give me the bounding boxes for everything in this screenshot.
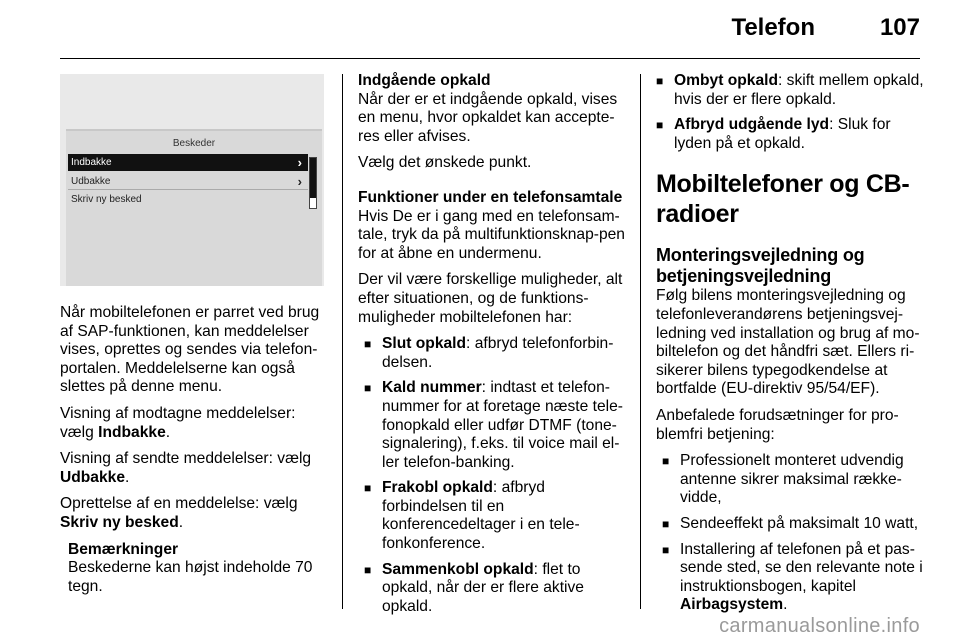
bullet-icon: ■ <box>364 562 372 577</box>
page-number: 107 <box>879 14 920 41</box>
display-panel <box>66 129 322 286</box>
paragraph: Følg bilens monteringsvejledning og telefonleverandørens betjeningsvej-ledning ved installation og brug af mo-biltelefon og det håndfri sæt. Ellers ri-sikerer bilens typegodkendelse at bortfalde (EU-direktiv 95/54/EF). <box>656 287 920 398</box>
section-heading: Indgående opkald <box>358 72 491 89</box>
list-item: ■ Installering af telefonen på et pas-sende sted, se den relevante note i instruktionsbogen, kapitel Airbagsystem. <box>662 540 923 614</box>
list-item: ■ Frakobl opkald: afbryd forbindelsen til en konferencedeltager i en tele-fonkonference. <box>364 479 580 553</box>
section-heading: Funktioner under en telefonsamtale <box>358 188 623 206</box>
paragraph: Der vil være forskellige muligheder, alt efter situationen, og de funktions-muligheder mobiltelefonen har: <box>358 271 623 326</box>
display-menu-item-label: Udbakke <box>71 176 111 187</box>
column-divider <box>640 74 641 609</box>
bullet-icon: ■ <box>656 74 664 88</box>
bullet-list <box>358 335 628 616</box>
display-menu-item <box>68 154 308 171</box>
section-title: Mobiltelefoner og CB-radioer <box>656 170 910 229</box>
paragraph: Anbefalede forudsætninger for pro-blemfri betjening: <box>656 406 899 443</box>
list-item: ■ Slut opkald: afbryd telefonforbin-delsen. <box>364 335 614 371</box>
bullet-icon: ■ <box>662 516 670 531</box>
column-2 <box>358 72 628 623</box>
bullet-icon: ■ <box>656 118 664 133</box>
display-menu-item <box>68 191 308 208</box>
watermark: carmanualsonline.info <box>719 615 920 637</box>
paragraph: Visning af modtagne meddelelser: vælg Indbakke. <box>60 404 296 441</box>
display-menu-item-label: Indbakke <box>71 157 112 168</box>
display-title: Beskeder <box>172 138 216 149</box>
bullet-icon: ■ <box>364 481 372 496</box>
bullet-icon: ■ <box>662 542 670 557</box>
menu-term: Udbakke <box>60 468 126 486</box>
column-divider <box>342 74 343 609</box>
subsection-title: Monteringsvejledning og betjeningsvejledning <box>656 245 865 287</box>
paragraph: Vælg det ønskede punkt. <box>358 154 532 172</box>
menu-term: Skriv ny besked <box>60 513 179 531</box>
menu-term: Indbakke <box>98 423 166 441</box>
display-menu-item <box>68 173 308 190</box>
bullet-icon: ■ <box>364 337 372 352</box>
list-item: ■ Sendeeffekt på maksimalt 10 watt, <box>662 514 919 532</box>
list-item: ■ Professionelt monteret udvendig antenne sikrer maksimal række-vidde, <box>662 452 904 507</box>
column-1 <box>60 304 328 596</box>
display-menu-item-label: Skriv ny besked <box>71 194 142 205</box>
list-item: ■ Kald nummer: indtast et telefon-nummer for at foretage næste tele-fonopkald eller udfør DTMF (tone-signalering), f.eks. til voice mail el-ler telefon-banking. <box>364 379 623 471</box>
page-header <box>0 0 960 60</box>
paragraph: Hvis De er i gang med en telefonsam-tale, tryk da på multifunktionsknap-pen for at åbne en undermenu. <box>358 207 625 262</box>
page-title: Telefon <box>731 14 815 41</box>
note-block <box>60 541 328 597</box>
list-item: ■ Sammenkobl opkald: flet to opkald, når der er flere aktive opkald. <box>364 560 584 615</box>
bullet-icon: ■ <box>364 381 372 396</box>
column-3 <box>656 72 926 622</box>
display-scrollbar <box>309 157 317 209</box>
paragraph: Oprettelse af en meddelelse: vælg Skriv ny besked. <box>60 495 298 531</box>
chevron-right-icon: › <box>297 155 302 170</box>
chapter-reference: Airbagsystem <box>680 596 784 614</box>
paragraph: Når mobiltelefonen er parret ved brug af SAP-funktionen, kan meddelelser vises, oprettes og sendes via telefon-portalen. Meddelelserne kan også slettes på denne menu. <box>60 304 320 396</box>
list-item: ■ Afbryd udgående lyd: Sluk for lyden på et opkald. <box>656 116 891 152</box>
display-scrollbar-thumb <box>310 158 316 198</box>
paragraph: Visning af sendte meddelelser: vælg Udbakke. <box>60 450 312 486</box>
note-text: Beskederne kan højst indeholde 70 tegn. <box>68 559 313 595</box>
display-screenshot <box>60 74 324 286</box>
bullet-list <box>656 452 926 615</box>
chevron-right-icon: › <box>297 174 302 189</box>
header-rule <box>60 58 920 59</box>
list-item: ■ Ombyt opkald: skift mellem opkald, hvis der er flere opkald. <box>656 72 924 108</box>
note-heading: Bemærkninger <box>68 540 179 558</box>
paragraph: Når der er et indgående opkald, vises en menu, hvor opkaldet kan accepte-res eller afvises. <box>358 90 618 145</box>
bullet-icon: ■ <box>662 454 670 469</box>
